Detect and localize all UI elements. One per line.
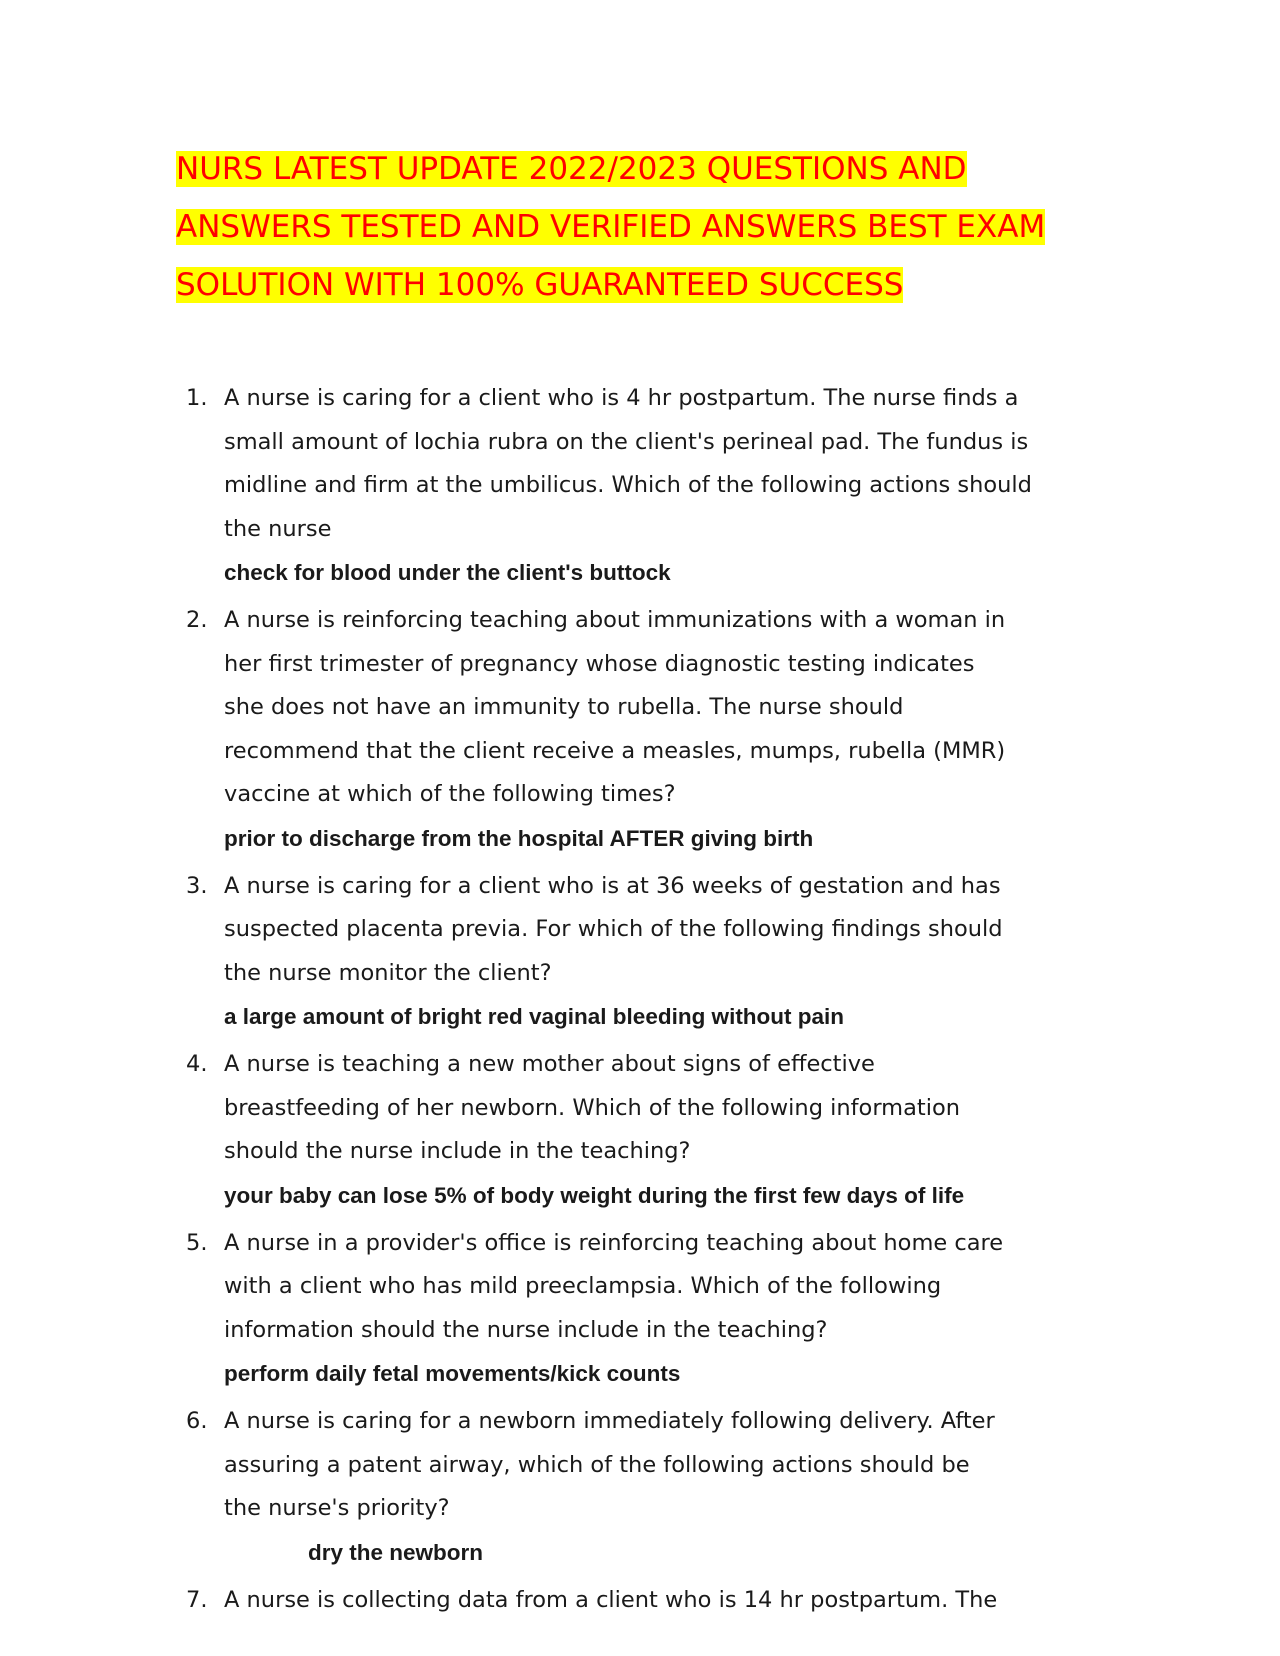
question-text (224, 1579, 1126, 1623)
question-text (224, 599, 1126, 817)
question-number: 2. (186, 607, 208, 633)
question-line: A nurse is caring for a newborn immediately following delivery. After (224, 1408, 995, 1434)
question-answer: a large amount of bright red vaginal bleeding without pain (224, 1004, 845, 1029)
question-line: should the nurse include in the teaching? (224, 1138, 691, 1164)
question-number: 4. (186, 1051, 208, 1077)
question-line: information should the nurse include in the teaching? (224, 1316, 828, 1343)
question-item (176, 865, 1126, 1039)
document-title (176, 140, 1136, 314)
question-answer: prior to discharge from the hospital AFTER giving birth (224, 825, 814, 851)
title-line: NURS LATEST UPDATE 2022/2023 QUESTIONS AND (176, 151, 967, 187)
question-line: with a client who has mild preeclampsia. Which of the following (224, 1273, 942, 1299)
question-line: assuring a patent airway, which of the following actions should be (224, 1451, 970, 1478)
question-line: A nurse is reinforcing teaching about immunizations with a woman in (224, 607, 1006, 633)
question-text (224, 377, 1126, 551)
question-line: vaccine at which of the following times? (224, 781, 676, 807)
question-text (224, 1222, 1126, 1353)
question-line: the nurse monitor the client? (224, 959, 552, 986)
question-line: the nurse's priority? (224, 1495, 450, 1521)
question-text (224, 1043, 1126, 1174)
question-line: breastfeeding of her newborn. Which of the following information (224, 1094, 960, 1121)
question-line: small amount of lochia rubra on the client's perineal pad. The fundus is (224, 428, 1029, 455)
question-list (176, 377, 1126, 1627)
question-number: 7. (186, 1586, 208, 1613)
question-item (176, 1400, 1126, 1574)
question-line: suspected placenta previa. For which of the following findings should (224, 916, 1003, 942)
question-number: 6. (186, 1408, 208, 1434)
question-text (224, 865, 1126, 996)
question-line: A nurse in a provider's office is reinforcing teaching about home care (224, 1229, 1004, 1256)
question-number: 5. (186, 1229, 208, 1256)
question-text (224, 1400, 1126, 1531)
question-answer: check for blood under the client's buttock (224, 560, 671, 585)
question-answer: perform daily fetal movements/kick counts (224, 1361, 681, 1386)
question-line: her first trimester of pregnancy whose diagnostic testing indicates (224, 650, 975, 677)
question-item (176, 1043, 1126, 1217)
question-number: 3. (186, 872, 208, 899)
question-number: 1. (186, 385, 208, 411)
question-line: A nurse is caring for a client who is at 36 weeks of gestation and has (224, 872, 1001, 899)
question-item (176, 1579, 1126, 1623)
title-line: ANSWERS TESTED AND VERIFIED ANSWERS BEST EXAM (176, 209, 1046, 245)
question-item (176, 599, 1126, 860)
question-answer: dry the newborn (308, 1539, 484, 1565)
question-line: A nurse is collecting data from a client who is 14 hr postpartum. The (224, 1586, 998, 1613)
question-line: the nurse (224, 515, 332, 542)
question-item (176, 1222, 1126, 1396)
title-line: SOLUTION WITH 100% GUARANTEED SUCCESS (176, 267, 904, 303)
question-line: A nurse is teaching a new mother about signs of effective (224, 1051, 875, 1077)
question-item (176, 377, 1126, 594)
question-line: A nurse is caring for a client who is 4 hr postpartum. The nurse finds a (224, 385, 1019, 411)
question-line: midline and firm at the umbilicus. Which of the following actions should (224, 472, 1032, 498)
question-line: she does not have an immunity to rubella. The nurse should (224, 694, 904, 720)
question-answer: your baby can lose 5% of body weight during the first few days of life (224, 1182, 965, 1208)
question-line: recommend that the client receive a measles, mumps, rubella (MMR) (224, 737, 1006, 764)
